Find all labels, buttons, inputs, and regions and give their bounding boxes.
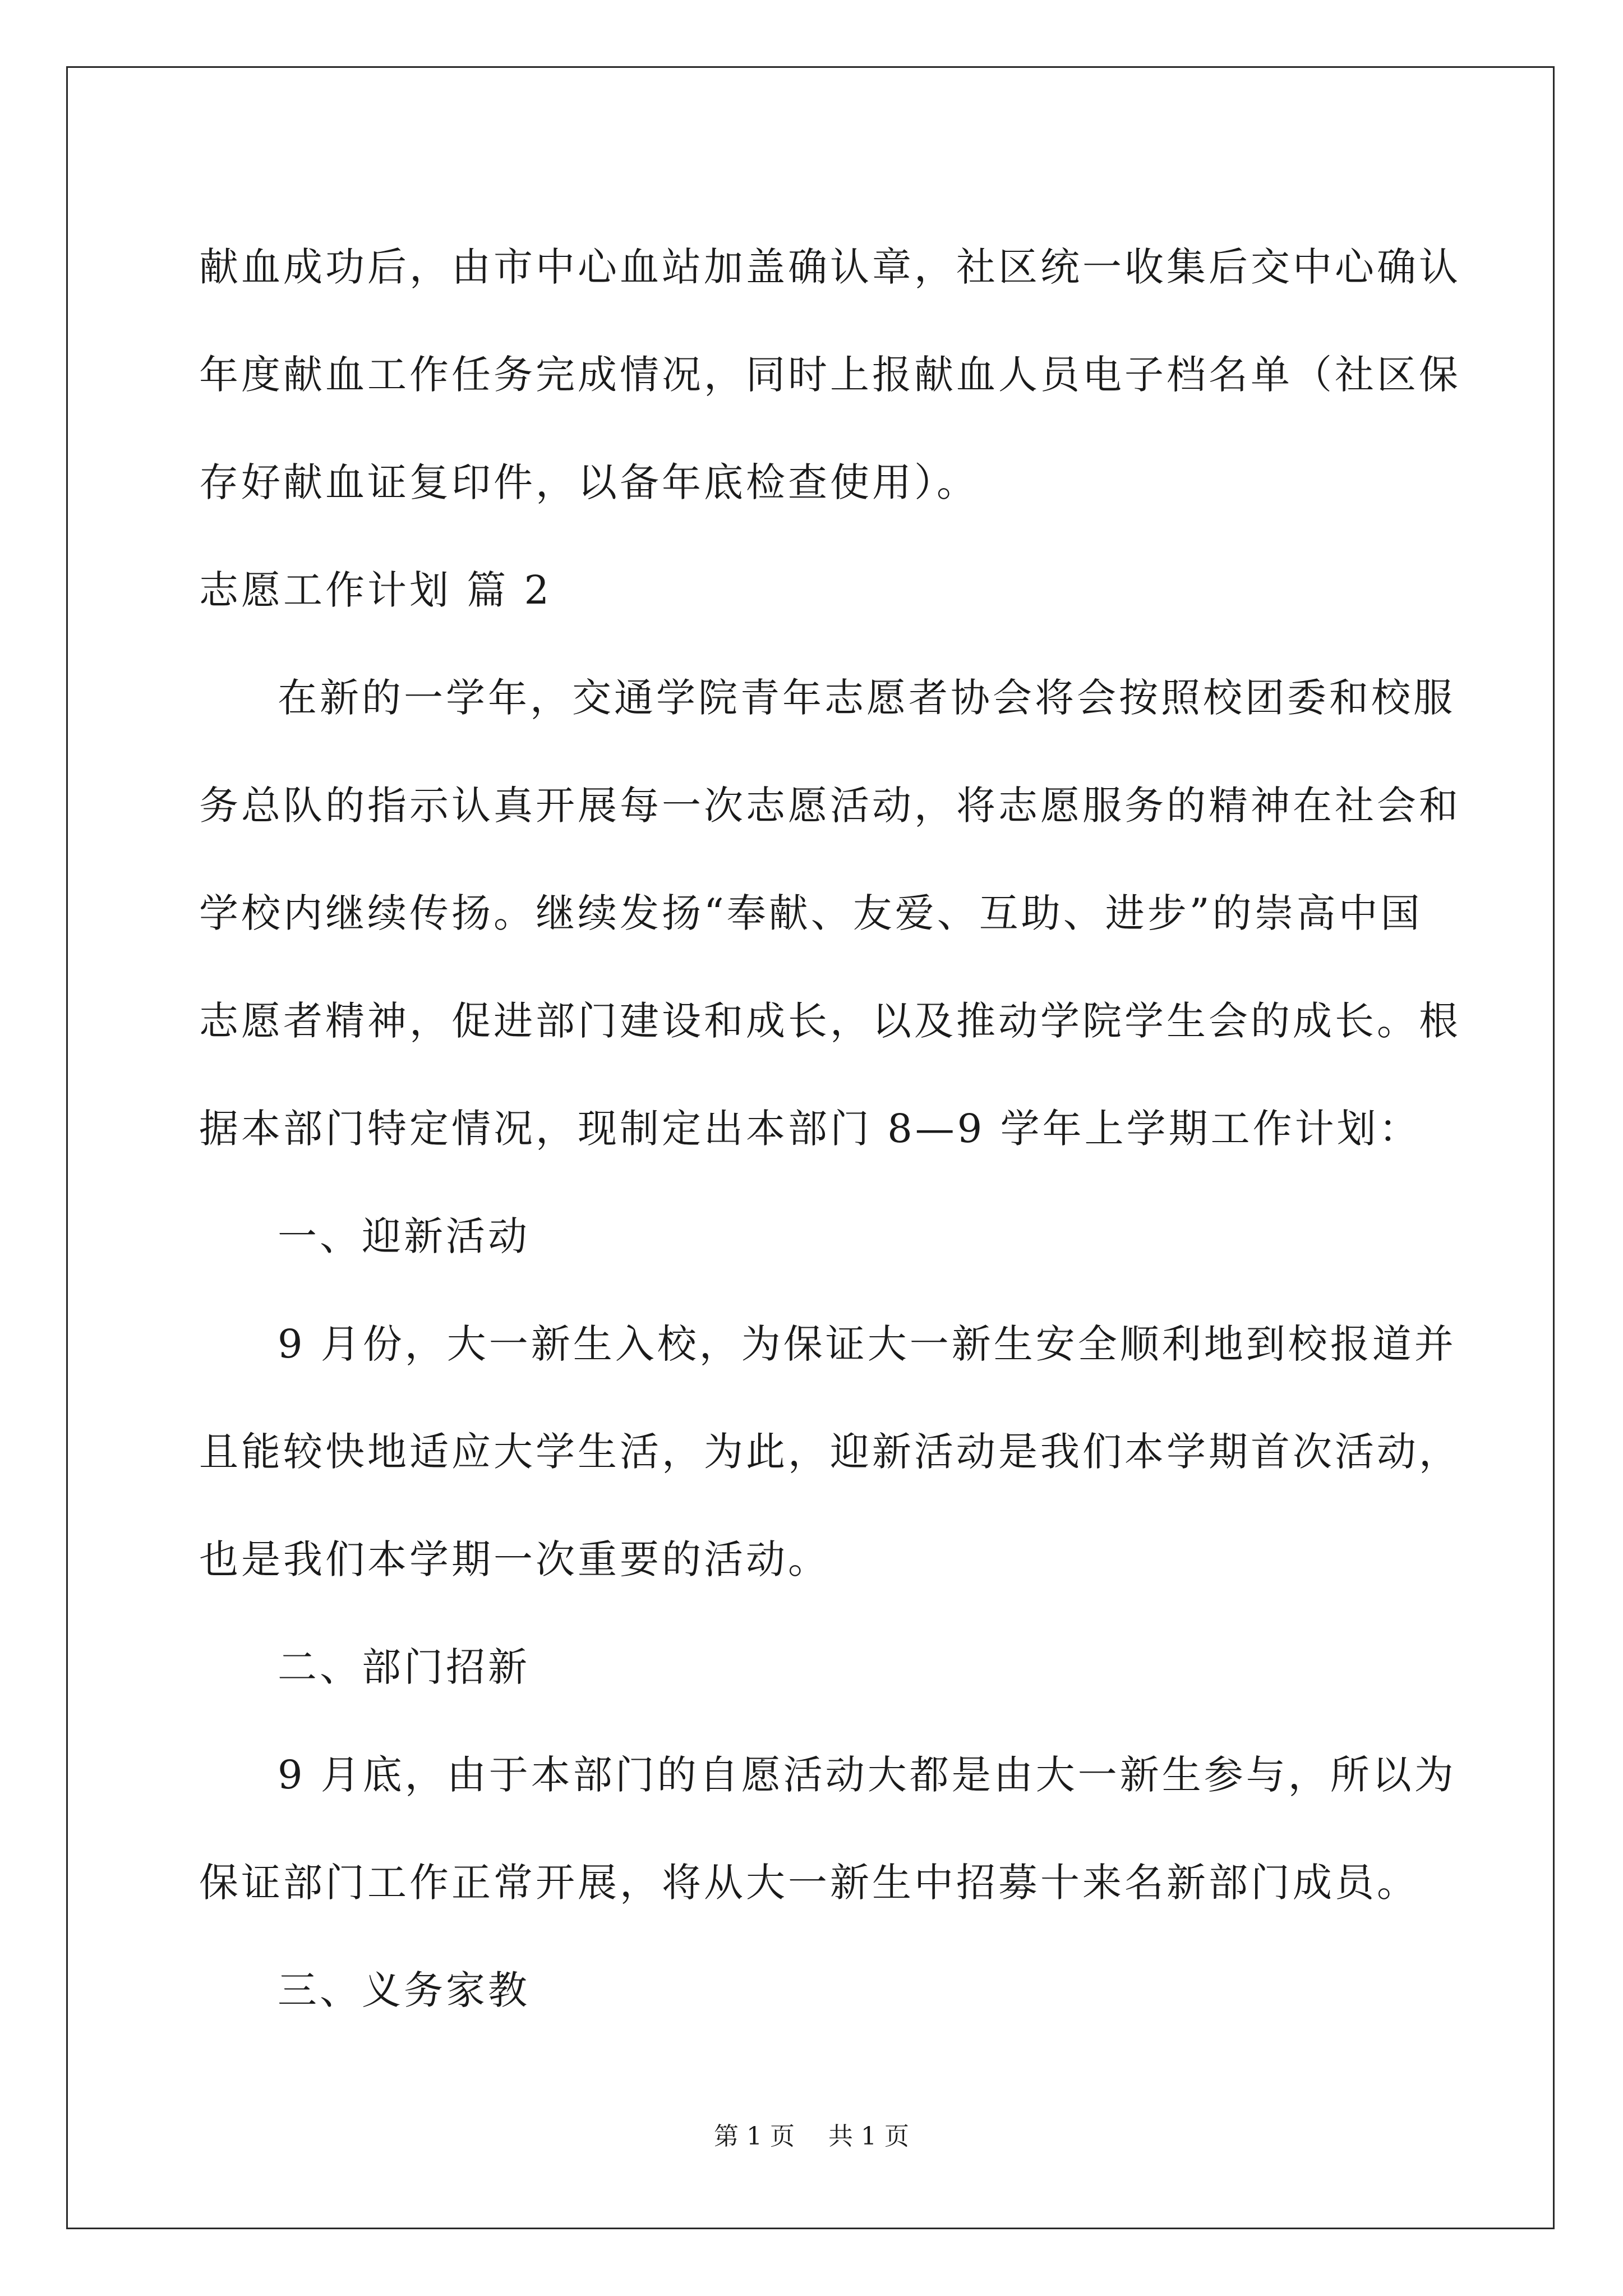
text-line: 在新的一学年，交通学院青年志愿者协会将会按照校团委和校服 bbox=[278, 675, 1455, 721]
page-number: 第 1 页 bbox=[714, 2122, 795, 2151]
text-line: 9 月底，由于本部门的自愿活动大都是由大一新生参与，所以为 bbox=[278, 1752, 1456, 1798]
text-line: 学校内继续传扬。继续发扬“奉献、友爱、互助、进步”的崇高中国 bbox=[199, 890, 1423, 936]
section-heading: 志愿工作计划 篇 2 bbox=[199, 567, 552, 613]
text-line: 也是我们本学期一次重要的活动。 bbox=[199, 1536, 830, 1582]
text-line: 据本部门特定情况，现制定出本部门 8—9 学年上学期工作计划： bbox=[199, 1106, 1421, 1152]
subheading-recruitment: 二、部门招新 bbox=[278, 1644, 530, 1690]
text-line: 且能较快地适应大学生活，为此，迎新活动是我们本学期首次活动， bbox=[199, 1429, 1461, 1475]
text-line: 务总队的指示认真开展每一次志愿活动，将志愿服务的精神在社会和 bbox=[199, 783, 1461, 829]
text-line: 存好献血证复印件，以备年底检查使用）。 bbox=[199, 459, 979, 505]
page-footer bbox=[0, 2116, 1623, 2152]
subheading-tutoring: 三、义务家教 bbox=[278, 1967, 530, 2013]
subheading-welcome: 一、迎新活动 bbox=[278, 1213, 530, 1259]
page-total: 共 1 页 bbox=[828, 2122, 909, 2151]
text-line: 年度献血工作任务完成情况，同时上报献血人员电子档名单（社区保 bbox=[199, 352, 1461, 398]
text-line: 保证部门工作正常开展，将从大一新生中招募十来名新部门成员。 bbox=[199, 1860, 1419, 1906]
text-line: 献血成功后，由市中心血站加盖确认章，社区统一收集后交中心确认 bbox=[199, 244, 1461, 290]
text-line: 志愿者精神，促进部门建设和成长，以及推动学院学生会的成长。根 bbox=[199, 998, 1461, 1044]
text-line: 9 月份，大一新生入校，为保证大一新生安全顺利地到校报道并 bbox=[278, 1321, 1456, 1367]
document-body bbox=[199, 213, 1461, 2044]
